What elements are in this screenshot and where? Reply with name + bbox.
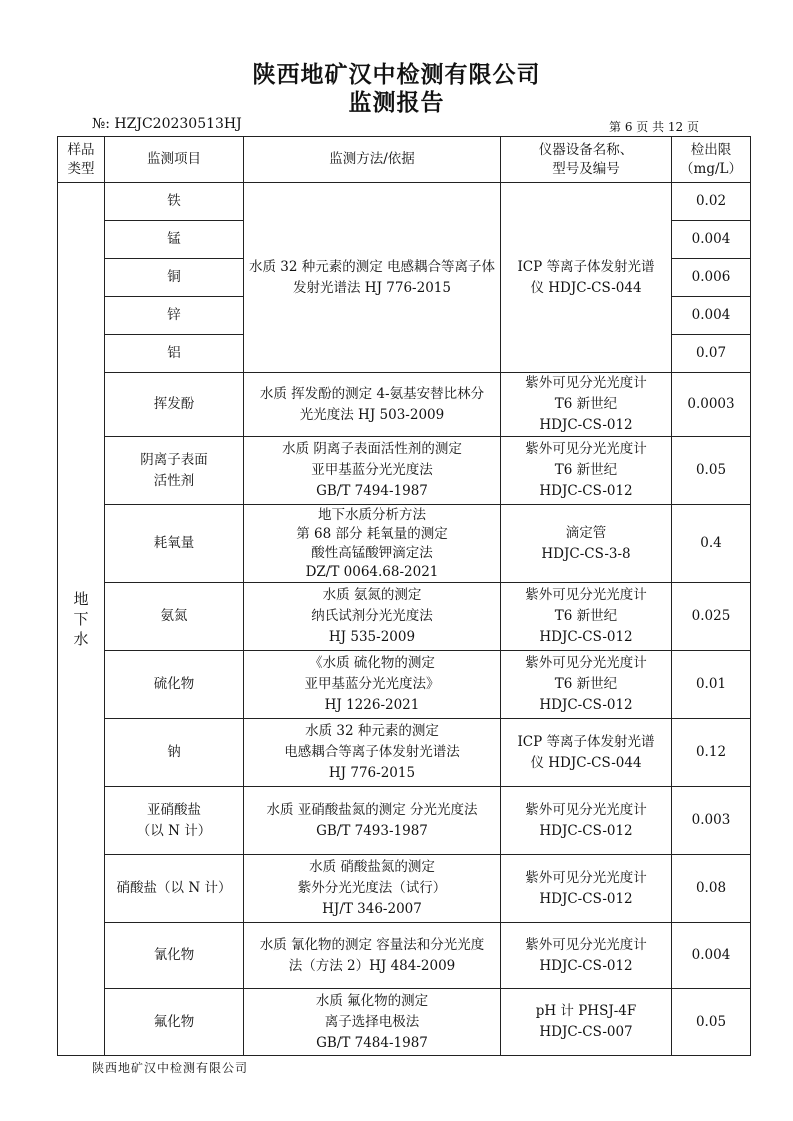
limit-cell: 0.003 <box>672 787 751 855</box>
table-header-row <box>58 137 751 183</box>
limit-cell: 0.006 <box>672 259 751 297</box>
company-title: 陕西地矿汉中检测有限公司 <box>252 62 541 88</box>
limit-cell: 0.004 <box>672 297 751 335</box>
method-cell: 水质 亚硝酸盐氮的测定 分光光度法 GB/T 7493-1987 <box>244 787 501 855</box>
instrument-cell: 紫外可见分光光度计 HDJC-CS-012 <box>501 923 672 989</box>
limit-cell: 0.08 <box>672 855 751 923</box>
monitoring-table <box>57 136 751 1056</box>
instrument-cell: 紫外可见分光光度计 HDJC-CS-012 <box>501 855 672 923</box>
limit-cell: 0.05 <box>672 437 751 505</box>
limit-cell: 0.12 <box>672 719 751 787</box>
sample-type-cell: 地 下 水 <box>58 183 105 1056</box>
instrument-cell: ICP 等离子体发射光谱仪 HDJC-CS-044 <box>501 183 672 373</box>
item-name: 氰化物 <box>105 923 244 989</box>
table-row <box>58 787 751 855</box>
table-row <box>58 855 751 923</box>
instrument-cell: 紫外可见分光光度计 T6 新世纪 HDJC-CS-012 <box>501 583 672 651</box>
limit-cell: 0.4 <box>672 505 751 583</box>
item-name: 锌 <box>105 297 244 335</box>
method-cell: 水质 阴离子表面活性剂的测定 亚甲基蓝分光光度法 GB/T 7494-1987 <box>244 437 501 505</box>
item-name: 氟化物 <box>105 989 244 1056</box>
method-cell: 水质 氰化物的测定 容量法和分光光度法（方法 2）HJ 484-2009 <box>244 923 501 989</box>
method-cell: 水质 硝酸盐氮的测定 紫外分光光度法（试行） HJ/T 346-2007 <box>244 855 501 923</box>
item-name: 铜 <box>105 259 244 297</box>
table-row <box>58 651 751 719</box>
item-name: 锰 <box>105 221 244 259</box>
item-name: 钠 <box>105 719 244 787</box>
item-name: 耗氧量 <box>105 505 244 583</box>
report-number: №: HZJC20230513HJ <box>92 116 242 132</box>
item-name: 亚硝酸盐 （以 N 计） <box>105 787 244 855</box>
table-row <box>58 183 751 221</box>
table-row <box>58 437 751 505</box>
limit-cell: 0.07 <box>672 335 751 373</box>
col-method: 监测方法/依据 <box>244 137 501 183</box>
instrument-cell: 滴定管 HDJC-CS-3-8 <box>501 505 672 583</box>
item-name: 氨氮 <box>105 583 244 651</box>
item-name: 铝 <box>105 335 244 373</box>
col-item: 监测项目 <box>105 137 244 183</box>
instrument-cell: 紫外可见分光光度计 T6 新世纪 HDJC-CS-012 <box>501 437 672 505</box>
limit-cell: 0.02 <box>672 183 751 221</box>
table-row <box>58 989 751 1056</box>
item-name: 硫化物 <box>105 651 244 719</box>
table-row <box>58 719 751 787</box>
col-instrument: 仪器设备名称、 型号及编号 <box>501 137 672 183</box>
method-cell: 水质 氟化物的测定 离子选择电极法 GB/T 7484-1987 <box>244 989 501 1056</box>
limit-cell: 0.01 <box>672 651 751 719</box>
col-sample-type: 样品 类型 <box>58 137 105 183</box>
page-info: 第 6 页 共 12 页 <box>609 120 699 134</box>
instrument-cell: 紫外可见分光光度计 T6 新世纪 HDJC-CS-012 <box>501 651 672 719</box>
item-name: 挥发酚 <box>105 373 244 437</box>
limit-cell: 0.004 <box>672 221 751 259</box>
method-cell: 地下水质分析方法 第 68 部分 耗氧量的测定 酸性高锰酸钾滴定法 DZ/T 0064.68-2021 <box>244 505 501 583</box>
table-row <box>58 505 751 583</box>
item-name: 铁 <box>105 183 244 221</box>
limit-cell: 0.025 <box>672 583 751 651</box>
method-cell: 水质 32 种元素的测定 电感耦合等离子体 发射光谱法 HJ 776-2015 <box>244 183 501 373</box>
method-cell: 水质 32 种元素的测定 电感耦合等离子体发射光谱法 HJ 776-2015 <box>244 719 501 787</box>
report-title: 监测报告 <box>348 90 445 116</box>
instrument-cell: ICP 等离子体发射光谱 仪 HDJC-CS-044 <box>501 719 672 787</box>
method-cell: 水质 挥发酚的测定 4-氨基安替比林分光光度法 HJ 503-2009 <box>244 373 501 437</box>
method-cell: 《水质 硫化物的测定 亚甲基蓝分光光度法》 HJ 1226-2021 <box>244 651 501 719</box>
limit-cell: 0.0003 <box>672 373 751 437</box>
footer-company: 陕西地矿汉中检测有限公司 <box>92 1061 249 1075</box>
table-row <box>58 923 751 989</box>
limit-cell: 0.004 <box>672 923 751 989</box>
table-row <box>58 373 751 437</box>
limit-cell: 0.05 <box>672 989 751 1056</box>
item-name: 阴离子表面 活性剂 <box>105 437 244 505</box>
table-row <box>58 583 751 651</box>
instrument-cell: 紫外可见分光光度计 T6 新世纪 HDJC-CS-012 <box>501 373 672 437</box>
method-cell: 水质 氨氮的测定 纳氏试剂分光光度法 HJ 535-2009 <box>244 583 501 651</box>
instrument-cell: pH 计 PHSJ-4F HDJC-CS-007 <box>501 989 672 1056</box>
instrument-cell: 紫外可见分光光度计 HDJC-CS-012 <box>501 787 672 855</box>
col-limit: 检出限 （mg/L） <box>672 137 751 183</box>
item-name: 硝酸盐（以 N 计） <box>105 855 244 923</box>
